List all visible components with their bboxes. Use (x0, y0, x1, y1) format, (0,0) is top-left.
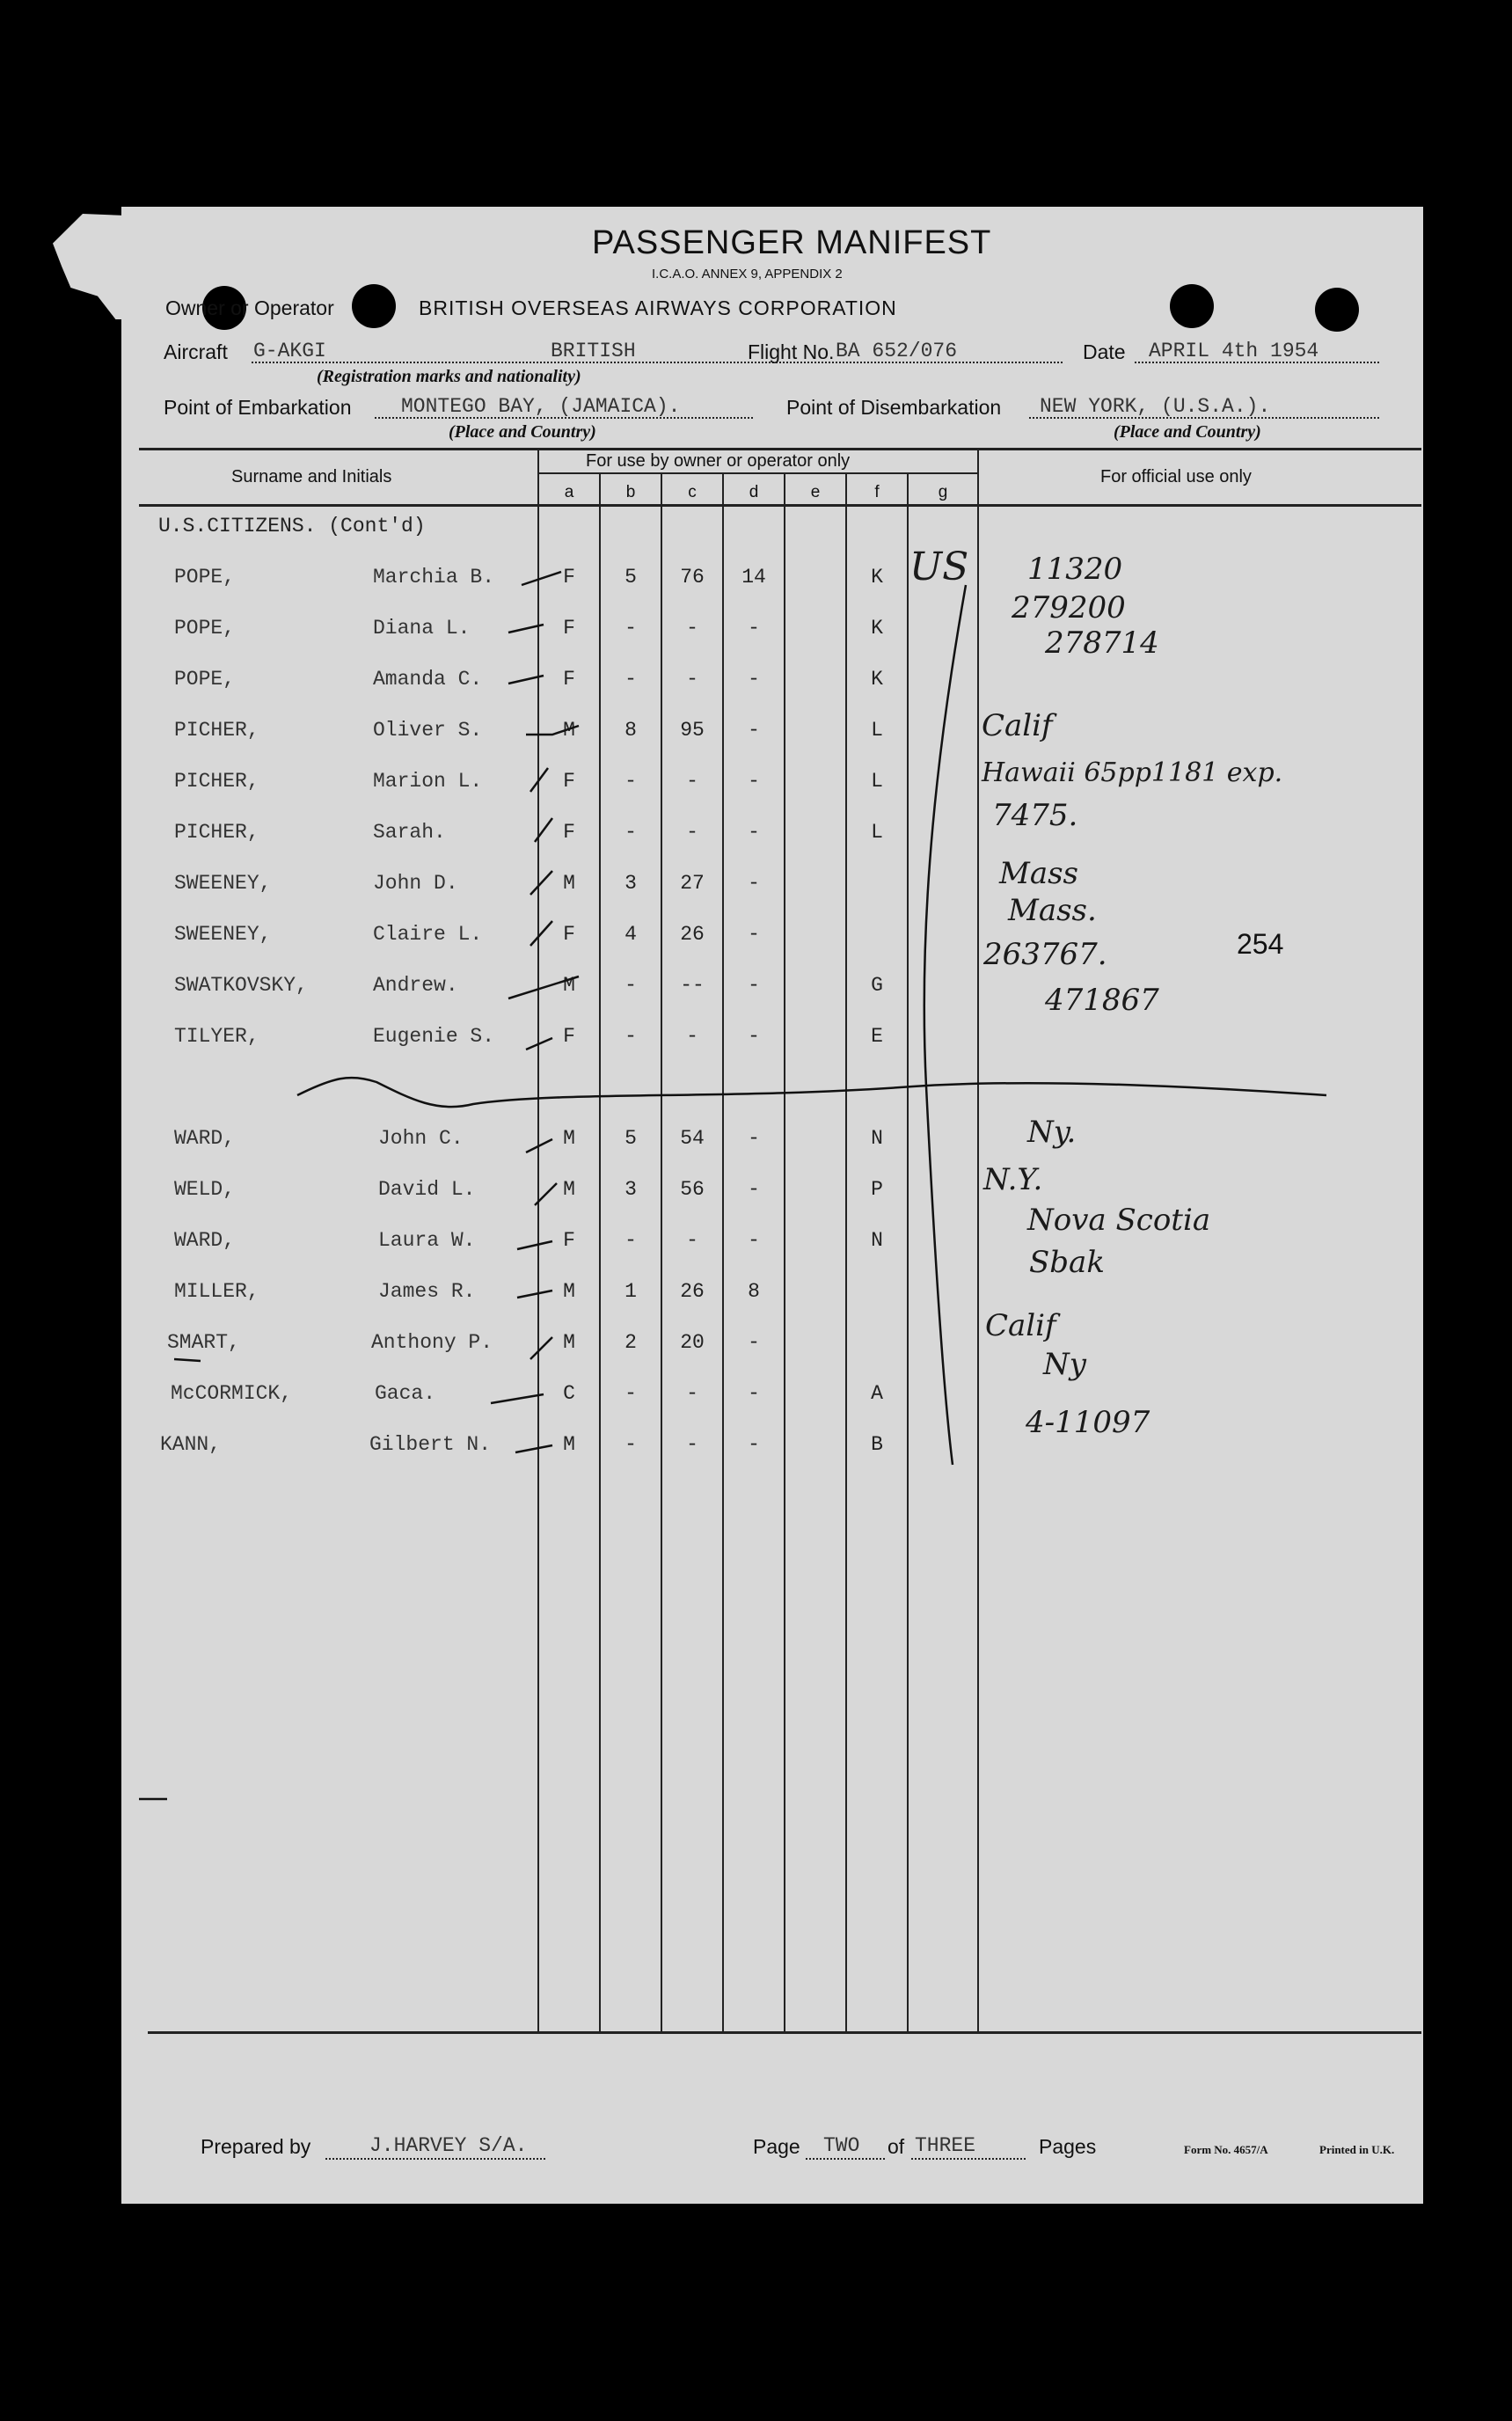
tick-mark (530, 768, 548, 792)
tick-mark (508, 676, 544, 684)
row-cell-b: 5 (625, 566, 637, 589)
row-initials: Marchia B. (373, 566, 495, 589)
tick-mark (530, 921, 552, 946)
row-surname: McCORMICK, (171, 1382, 293, 1405)
row-surname: SWEENEY, (174, 872, 272, 895)
row-cell-c: - (686, 1229, 698, 1252)
prepared-line (325, 2158, 545, 2160)
hand-note: 4-11097 (1026, 1405, 1150, 1440)
disembark-value: NEW YORK, (U.S.A.). (1040, 395, 1271, 418)
row-cell-b: - (625, 1229, 637, 1252)
hand-note: 279200 (1012, 590, 1126, 625)
tick-mark (526, 1139, 552, 1152)
row-initials: Eugenie S. (373, 1025, 495, 1048)
row-initials: Gilbert N. (369, 1433, 492, 1456)
row-cell-d: - (748, 821, 760, 844)
row-cell-f: E (871, 1025, 883, 1048)
name-column-header: Surname and Initials (231, 467, 392, 486)
row-cell-f: L (871, 821, 883, 844)
row-cell-f: K (871, 617, 883, 640)
row-cell-b: 1 (625, 1280, 637, 1303)
row-cell-a: F (563, 566, 575, 589)
wavy-cut-line (297, 1078, 1326, 1107)
embark-value: MONTEGO BAY, (JAMAICA). (401, 395, 681, 418)
disembark-label: Point of Disembarkation (786, 396, 1002, 419)
row-cell-b: - (625, 770, 637, 793)
row-cell-a: F (563, 923, 575, 946)
row-initials: Laura W. (378, 1229, 476, 1252)
row-cell-d: - (748, 1331, 760, 1354)
row-cell-d: - (748, 1382, 760, 1405)
hand-note: Nova Scotia (1027, 1203, 1211, 1238)
row-initials: Sarah. (373, 821, 446, 844)
row-cell-d: - (748, 872, 760, 895)
row-cell-f: K (871, 566, 883, 589)
row-cell-f: N (871, 1229, 883, 1252)
row-cell-c: - (686, 1433, 698, 1456)
pages-label: Pages (1039, 2135, 1097, 2158)
registration-note: (Registration marks and nationality) (317, 367, 581, 386)
owner-value: BRITISH OVERSEAS AIRWAYS CORPORATION (419, 296, 897, 319)
row-cell-c: - (686, 1025, 698, 1048)
row-surname: WARD, (174, 1229, 236, 1252)
row-cell-a: F (563, 668, 575, 691)
tick-mark (530, 1337, 552, 1359)
hand-note: 254 (1237, 928, 1284, 960)
of-value: THREE (915, 2134, 976, 2157)
hand-note: Ny (1043, 1347, 1086, 1382)
row-surname: SMART, (167, 1331, 240, 1354)
row-initials: John D. (373, 872, 458, 895)
row-cell-a: F (563, 770, 575, 793)
page-label: Page (753, 2135, 800, 2158)
row-cell-f: P (871, 1178, 883, 1201)
row-surname: PICHER, (174, 719, 259, 742)
hand-note: 7475. (992, 798, 1078, 833)
row-cell-c: 76 (680, 566, 705, 589)
row-cell-d: - (748, 1025, 760, 1048)
row-cell-c: 95 (680, 719, 705, 742)
hand-note: Calif (985, 1308, 1056, 1343)
row-surname: KANN, (160, 1433, 222, 1456)
section-title: U.S.CITIZENS. (Cont'd) (158, 515, 426, 538)
row-cell-c: - (686, 617, 698, 640)
row-cell-a: M (563, 1280, 575, 1303)
date-label: Date (1083, 340, 1126, 363)
row-cell-a: F (563, 821, 575, 844)
row-cell-d: - (748, 1433, 760, 1456)
printed-note: Printed in U.K. (1319, 2143, 1395, 2156)
row-initials: Marion L. (373, 770, 483, 793)
row-cell-b: - (625, 1382, 637, 1405)
row-surname: WELD, (174, 1178, 236, 1201)
row-initials: Andrew. (373, 974, 458, 997)
hand-note: Sbak (1029, 1245, 1105, 1280)
page-subtitle: I.C.A.O. ANNEX 9, APPENDIX 2 (652, 267, 843, 282)
col-header-d: d (749, 483, 759, 501)
official-use-header: For official use only (1100, 467, 1252, 486)
flight-label: Flight No. (748, 340, 835, 363)
row-surname: POPE, (174, 668, 236, 691)
page-value: TWO (823, 2134, 860, 2157)
row-cell-b: 5 (625, 1127, 637, 1150)
row-cell-b: 8 (625, 719, 637, 742)
row-cell-d: - (748, 1229, 760, 1252)
row-cell-f: A (871, 1382, 883, 1405)
col-header-f: f (874, 483, 880, 501)
tick-mark (515, 1445, 552, 1452)
row-cell-a: M (563, 1127, 575, 1150)
row-cell-a: M (563, 1178, 575, 1201)
row-cell-d: - (748, 974, 760, 997)
row-initials: Claire L. (373, 923, 483, 946)
tick-mark (517, 1241, 552, 1249)
row-cell-a: F (563, 617, 575, 640)
row-cell-d: 8 (748, 1280, 760, 1303)
row-initials: Amanda C. (373, 668, 483, 691)
row-surname: SWATKOVSKY, (174, 974, 308, 997)
tick-mark (517, 1291, 552, 1298)
row-cell-d: - (748, 923, 760, 946)
row-cell-b: 3 (625, 1178, 637, 1201)
row-cell-a: M (563, 974, 575, 997)
aircraft-label: Aircraft (164, 340, 228, 363)
row-cell-a: M (563, 1433, 575, 1456)
row-cell-d: - (748, 770, 760, 793)
tick-mark (522, 572, 561, 585)
row-cell-a: M (563, 872, 575, 895)
date-value: APRIL 4th 1954 (1149, 340, 1319, 362)
place-note-2: (Place and Country) (1114, 422, 1261, 442)
hand-note: Ny. (1027, 1115, 1077, 1150)
row-cell-c: - (686, 668, 698, 691)
row-initials: Diana L. (373, 617, 471, 640)
page-title: PASSENGER MANIFEST (592, 224, 992, 261)
row-cell-c: 20 (680, 1331, 705, 1354)
hand-note: 263767. (983, 937, 1107, 972)
hand-note: Mass (999, 856, 1078, 891)
col-header-a: a (564, 483, 574, 501)
row-initials: Gaca. (375, 1382, 436, 1405)
row-cell-a: F (563, 1025, 575, 1048)
row-surname: TILYER, (174, 1025, 259, 1048)
row-surname: POPE, (174, 566, 236, 589)
pen-marks (121, 207, 1423, 2204)
row-cell-d: - (748, 719, 760, 742)
row-initials: Oliver S. (373, 719, 483, 742)
col-header-g: g (938, 483, 948, 501)
prepared-label: Prepared by (201, 2135, 311, 2158)
row-cell-b: 4 (625, 923, 637, 946)
hand-g-mark: US (909, 545, 969, 589)
row-cell-f: B (871, 1433, 883, 1456)
row-surname: POPE, (174, 617, 236, 640)
of-label: of (887, 2135, 905, 2158)
hand-note: N.Y. (983, 1162, 1043, 1197)
row-surname: WARD, (174, 1127, 236, 1150)
row-cell-a: M (563, 1331, 575, 1354)
row-cell-f: L (871, 719, 883, 742)
nationality-value: BRITISH (551, 340, 636, 362)
row-cell-c: 56 (680, 1178, 705, 1201)
row-cell-f: K (871, 668, 883, 691)
col-header-e: e (810, 483, 821, 501)
margin-mark (174, 1359, 201, 1361)
tick-mark (535, 1183, 557, 1205)
row-surname: SWEENEY, (174, 923, 272, 946)
bracket-line (924, 585, 966, 1465)
row-cell-b: - (625, 974, 637, 997)
tick-mark (535, 818, 552, 842)
manifest-sheet (121, 207, 1423, 2204)
row-initials: James R. (378, 1280, 476, 1303)
form-number: Form No. 4657/A (1184, 2143, 1268, 2156)
row-cell-f: N (871, 1127, 883, 1150)
row-cell-d: 14 (741, 566, 766, 589)
row-cell-c: - (686, 770, 698, 793)
col-header-b: b (625, 483, 636, 501)
tick-mark (508, 976, 579, 998)
row-initials: Anthony P. (371, 1331, 493, 1354)
row-cell-b: - (625, 668, 637, 691)
row-cell-f: L (871, 770, 883, 793)
row-initials: David L. (378, 1178, 476, 1201)
row-cell-c: - (686, 1382, 698, 1405)
row-cell-c: 27 (680, 872, 705, 895)
row-cell-a: F (563, 1229, 575, 1252)
owner-label: Owner or Operator (165, 296, 334, 319)
tick-mark (508, 625, 544, 633)
row-cell-c: - (686, 821, 698, 844)
row-cell-b: - (625, 821, 637, 844)
hand-note: Calif (982, 708, 1053, 743)
col-header-c: c (688, 483, 697, 501)
owner-use-header: For use by owner or operator only (586, 451, 851, 471)
row-surname: PICHER, (174, 821, 259, 844)
hand-note: 471867 (1045, 983, 1159, 1018)
row-cell-b: 3 (625, 872, 637, 895)
tick-mark (530, 871, 552, 895)
tick-mark (526, 726, 579, 735)
row-surname: PICHER, (174, 770, 259, 793)
row-cell-c: 26 (680, 923, 705, 946)
row-cell-d: - (748, 617, 760, 640)
row-surname: MILLER, (174, 1280, 259, 1303)
row-cell-c: -- (680, 974, 705, 997)
row-cell-b: - (625, 617, 637, 640)
row-cell-a: C (563, 1382, 575, 1405)
row-cell-d: - (748, 1178, 760, 1201)
flight-value: BA 652/076 (836, 340, 958, 362)
row-cell-a: M (563, 719, 575, 742)
tick-mark (526, 1038, 552, 1050)
page-line (806, 2158, 885, 2160)
prepared-value: J.HARVEY S/A. (369, 2134, 528, 2157)
place-note-1: (Place and Country) (449, 422, 596, 442)
hand-note: 278714 (1045, 625, 1159, 661)
row-cell-b: 2 (625, 1331, 637, 1354)
of-line (911, 2158, 1026, 2160)
hand-note: Mass. (1008, 893, 1097, 928)
row-cell-c: 54 (680, 1127, 705, 1150)
row-cell-b: - (625, 1025, 637, 1048)
tick-mark (491, 1394, 544, 1403)
hand-note: Hawaii 65pp1181 exp. (982, 757, 1283, 788)
aircraft-value: G-AKGI (253, 340, 326, 362)
row-cell-b: - (625, 1433, 637, 1456)
row-cell-d: - (748, 1127, 760, 1150)
row-initials: John C. (378, 1127, 464, 1150)
embark-label: Point of Embarkation (164, 396, 352, 419)
row-cell-c: 26 (680, 1280, 705, 1303)
hand-note: 11320 (1027, 552, 1123, 587)
row-cell-d: - (748, 668, 760, 691)
row-cell-f: G (871, 974, 883, 997)
